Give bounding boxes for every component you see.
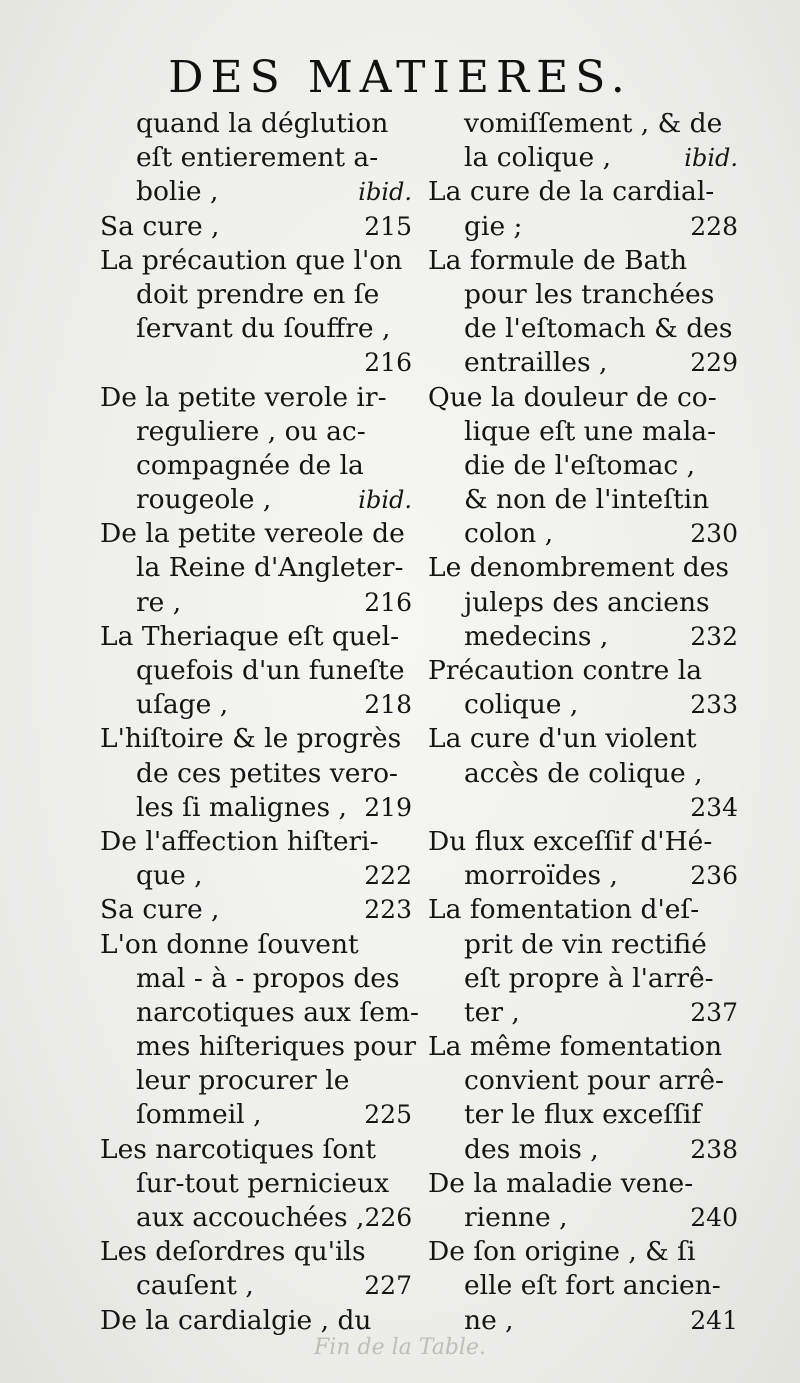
entry-text: que , [136, 860, 203, 892]
entry-text: ne , [464, 1304, 514, 1336]
page-number: 225 [364, 1100, 412, 1130]
index-entry [100, 1235, 412, 1303]
entry-text: lique eſt une mala- [464, 415, 717, 447]
entry-text: convient pour arrê- [464, 1065, 724, 1097]
entry-text: accès de colique , [464, 757, 703, 789]
page-number: 238 [690, 1134, 738, 1164]
entry-text: mes hiſteriques pour [136, 1031, 417, 1063]
index-entry [100, 620, 412, 723]
page-number: 241 [690, 1305, 738, 1335]
index-entry [100, 244, 412, 381]
entry-text: La Theriaque eſt quel- [100, 620, 400, 652]
page-number: 230 [690, 519, 738, 549]
index-entry [100, 1133, 412, 1236]
index-entry [428, 1235, 738, 1338]
index-entry [428, 551, 738, 654]
page-number: 236 [690, 861, 738, 891]
entry-text: L'on donne ſouvent [100, 928, 359, 960]
entry-text: La fomentation d'eſ- [428, 894, 700, 926]
index-entry [428, 1167, 738, 1235]
page-number: 226 [364, 1203, 413, 1232]
entry-text: colon , [464, 518, 554, 550]
entry-text: Précaution contre la [428, 655, 703, 686]
page-number: 233 [690, 690, 738, 720]
index-entry [428, 654, 738, 722]
entry-text: die de l'eſtomac , [464, 449, 696, 481]
entry-text: rienne , [464, 1202, 568, 1233]
page-number: 232 [690, 621, 738, 651]
entry-text: Du flux exceſſif d'Hé- [428, 825, 713, 857]
entry-text: Les narcotiques ſont [100, 1133, 376, 1165]
entry-text: eſt entierement a- [136, 142, 379, 174]
entry-text: narcotiques aux ſem- [136, 996, 419, 1028]
index-entry [100, 107, 412, 210]
entry-text: La cure de la cardial- [428, 176, 715, 208]
page-number: 234 [690, 792, 738, 822]
entry-text: rougeole , [136, 484, 272, 516]
entry-text: Les deſordres qu'ils [100, 1236, 366, 1268]
entry-text: La cure d'un violent [428, 723, 697, 755]
entry-text: La même fomentation [428, 1031, 723, 1063]
entry-text: quand la déglution [136, 108, 389, 139]
page-number: 237 [690, 997, 738, 1027]
entry-text: la colique , [464, 142, 612, 174]
page-number: ibid. [358, 486, 412, 515]
page-header: DES MATIERES. [168, 52, 632, 103]
entry-text: bolie , [136, 176, 219, 208]
page-number: ibid. [358, 178, 412, 207]
page-number: 228 [690, 211, 738, 241]
index-entry [428, 825, 738, 893]
index-entry [428, 107, 738, 175]
index-entry [428, 244, 738, 381]
index-entry [428, 722, 738, 825]
entry-text: colique , [464, 689, 579, 721]
entry-text: De l'affection hiſteri- [100, 825, 379, 857]
entry-text: & non de l'inteſtin [464, 484, 710, 516]
index-entry [100, 825, 412, 893]
page-number: 222 [364, 861, 412, 891]
index-entry [100, 381, 412, 518]
entry-text: mal - à - propos des [136, 962, 400, 994]
page-number: 218 [364, 690, 412, 720]
entry-text: morroïdes , [464, 860, 618, 892]
entry-text: de ces petites vero- [136, 757, 398, 789]
left-column [100, 107, 419, 1338]
entry-text: de l'eſtomach & des [464, 313, 733, 345]
entry-text: vomiſſement , & de [464, 108, 723, 139]
entry-text: compagnée de la [136, 449, 364, 481]
entry-text: des mois , [464, 1133, 599, 1165]
entry-text: leur procurer le [136, 1065, 350, 1097]
entry-text: ſervant du ſouffre , [136, 313, 391, 345]
entry-text: ter , [464, 996, 520, 1028]
index-entry [100, 928, 419, 1133]
page-number: 219 [364, 792, 412, 822]
page-number: 216 [364, 348, 412, 378]
index-entry [100, 210, 412, 244]
entry-text: La précaution que l'on [100, 244, 403, 276]
entry-text: De la petite verole ir- [100, 381, 387, 413]
page-number: 227 [364, 1271, 412, 1301]
entry-text: gie ; [464, 210, 523, 242]
entry-text: doit prendre en ſe [136, 278, 380, 310]
page-number: 240 [690, 1203, 738, 1232]
index-entry [428, 381, 738, 552]
entry-text: ter le flux exceſſif [464, 1099, 702, 1131]
page-number: 229 [690, 348, 738, 378]
entry-text: De la maladie vene- [428, 1167, 694, 1199]
entry-text: De la cardialgie , du [100, 1304, 372, 1336]
index-entry [428, 175, 738, 243]
index-entry [100, 1304, 412, 1338]
entry-text: ſommeil , [136, 1099, 262, 1131]
index-entry [100, 517, 412, 620]
entry-text: Sa cure , [100, 894, 220, 926]
entry-text: entrailles , [464, 347, 608, 379]
page-number: 215 [364, 211, 412, 241]
entry-text: prit de vin rectifié [464, 928, 707, 960]
entry-text: re , [136, 586, 182, 618]
entry-text: Sa cure , [100, 210, 220, 242]
entry-text: medecins , [464, 620, 609, 652]
index-entry [428, 1030, 738, 1167]
entry-text: L'hiſtoire & le progrès [100, 723, 402, 755]
page-number: ibid. [684, 144, 738, 173]
entry-text: reguliere , ou ac- [136, 415, 366, 447]
entry-text: eſt propre à l'arrê- [464, 962, 714, 994]
entry-text: elle eſt fort ancien- [464, 1270, 721, 1302]
entry-text: uſage , [136, 689, 229, 721]
entry-text: juleps des anciens [464, 586, 710, 618]
entry-text: La formule de Bath [428, 244, 688, 276]
index-entry [428, 893, 738, 1030]
entry-text: De la petite vereole de [100, 518, 405, 550]
index-entry [100, 893, 412, 927]
entry-text: la Reine d'Angleter- [136, 552, 404, 584]
entry-text: aux accouchées , [136, 1202, 365, 1233]
page-number: 223 [364, 895, 412, 925]
entry-text: quefois d'un funeſte [136, 655, 405, 686]
right-column [428, 107, 738, 1338]
entry-text: cauſent , [136, 1270, 254, 1302]
page-footer: Fin de la Table. [314, 1335, 486, 1360]
entry-text: Le denombrement des [428, 552, 730, 584]
entry-text: De ſon origine , & ſi [428, 1236, 696, 1268]
index-entry [100, 722, 412, 825]
page-number: 216 [364, 587, 412, 617]
entry-text: ſur-tout pernicieux [136, 1167, 390, 1199]
entry-text: pour les tranchées [464, 278, 715, 310]
entry-text: les ſi malignes , [136, 791, 347, 823]
entry-text: Que la douleur de co- [428, 381, 717, 413]
